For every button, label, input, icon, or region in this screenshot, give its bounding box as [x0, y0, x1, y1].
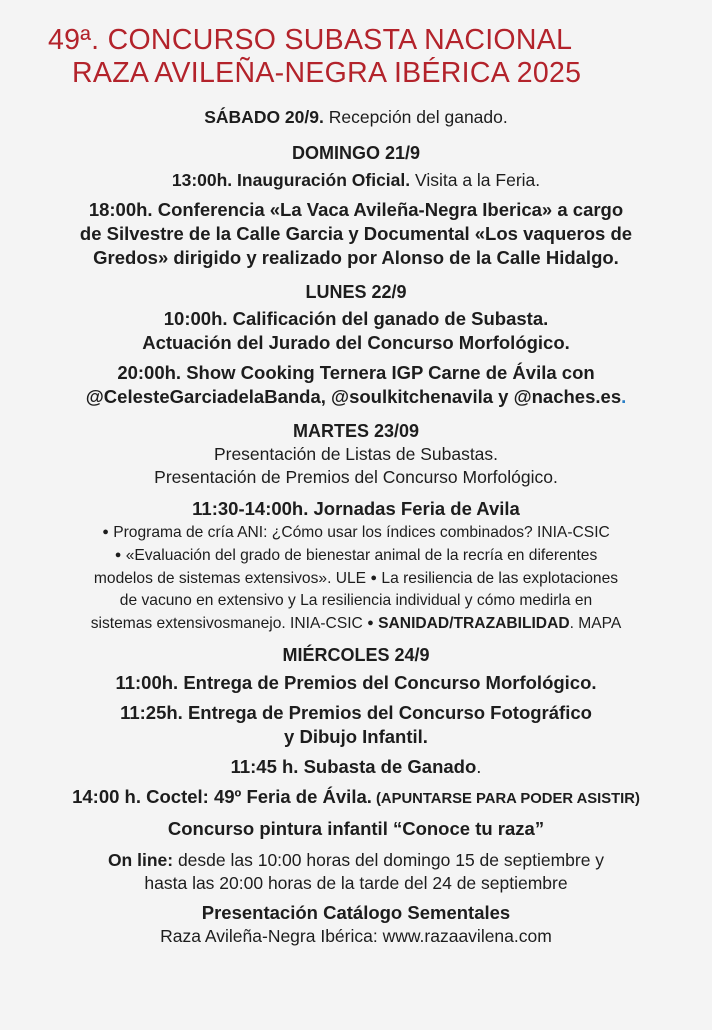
wednesday-heading: MIÉRCOLES 24/9 — [282, 645, 430, 665]
show-cooking-line-1: 20:00h. Show Cooking Ternera IGP Carne de Ávila con — [117, 362, 595, 383]
online-info — [0, 849, 712, 895]
sunday-item1-text: Visita a la Feria. — [410, 170, 541, 190]
program-title — [0, 24, 712, 90]
cocktail-text: 14:00 h. Coctel: 49º Feria de Ávila. — [72, 786, 372, 807]
catalog-presentation: Presentación Catálogo Sementales — [201, 902, 511, 923]
tuesday-prizes: Presentación de Premios del Concurso Morfológico. — [154, 467, 558, 487]
wednesday-photo-prizes — [0, 701, 712, 749]
jornadas-b2-line1: «Evaluación del grado de bienestar animal de la recría en diferentes — [121, 547, 598, 564]
auction-text: 11:45 h. Subasta de Ganado — [230, 756, 477, 777]
monday-item-show-cooking — [0, 361, 712, 409]
jornadas-b2-end: . MAPA — [569, 615, 622, 632]
photo-prizes-line-2: y Dibujo Infantil. — [284, 726, 428, 747]
tuesday-heading: MARTES 23/09 — [292, 421, 420, 441]
sunday-item-inauguration — [0, 169, 712, 192]
monday-heading: LUNES 22/9 — [305, 282, 407, 302]
jornadas-line-5 — [0, 612, 712, 635]
online-line-2: hasta las 20:00 horas de la tarde del 24 de septiembre — [144, 873, 568, 893]
online-line-1 — [0, 849, 712, 872]
website-line: Raza Avileña-Negra Ibérica: www.razaavilena.com — [160, 926, 552, 946]
qualification-line-1: 10:00h. Calificación del ganado de Subasta. — [163, 308, 549, 329]
conference-line-3: Gredos» dirigido y realizado por Alonso de la Calle Hidalgo. — [93, 247, 619, 268]
saturday-day: SÁBADO 20/9. — [204, 107, 324, 127]
jornadas-b1-text: Programa de cría ANI: ¿Cómo usar los índices combinados? INIA-CSIC — [108, 524, 610, 541]
wednesday-cocktail — [0, 785, 712, 811]
tuesday-jornadas-list — [0, 521, 712, 635]
photo-prizes-line-1: 11:25h. Entrega de Premios del Concurso Fotográfico — [120, 702, 592, 723]
bullet-icon: ● — [367, 617, 374, 629]
show-cooking-dot: . — [621, 386, 627, 407]
sunday-item1-bold: 13:00h. Inauguración Oficial. — [171, 170, 411, 190]
title-line-2: RAZA AVILEÑA-NEGRA IBÉRICA 2025 — [72, 57, 582, 89]
sunday-heading: DOMINGO 21/9 — [291, 143, 421, 163]
cocktail-note: (APUNTARSE PARA PODER ASISTIR) — [371, 791, 640, 807]
wednesday-painting-contest: Concurso pintura infantil “Conoce tu raza” — [167, 818, 545, 839]
jornadas-bullet-1 — [0, 521, 712, 544]
monday-item-qualification — [0, 307, 712, 355]
jornadas-bullet-2 — [0, 544, 712, 567]
sanidad-trazabilidad: SANIDAD/TRAZABILIDAD — [373, 615, 570, 632]
tuesday-lists: Presentación de Listas de Subastas. — [213, 444, 499, 464]
tuesday-jornadas: 11:30-14:00h. Jornadas Feria de Avila — [192, 498, 520, 519]
bullet-icon: ● — [102, 526, 109, 538]
jornadas-line-4: de vacuno en extensivo y La resiliencia individual y cómo medirla en — [119, 592, 593, 609]
jornadas-line-3 — [0, 567, 712, 590]
bullet-icon: ● — [370, 572, 378, 584]
online-label: On line: — [107, 850, 174, 870]
saturday-entry — [0, 106, 712, 129]
show-cooking-line-2 — [0, 385, 712, 409]
saturday-text: Recepción del ganado. — [323, 107, 508, 127]
conference-line-2: de Silvestre de la Calle Garcia y Documental «Los vaqueros de — [79, 223, 633, 244]
bullet-icon: ● — [114, 549, 122, 561]
jornadas-b2-line2: modelos de sistemas extensivos». ULE — [93, 570, 371, 587]
sunday-item-conference — [0, 198, 712, 270]
jornadas-b2-line4: sistemas extensivosmanejo. INIA-CSIC — [90, 615, 368, 632]
jornadas-b2-line2b: La resiliencia de las explotaciones — [377, 570, 619, 587]
title-line-1: 49ª. CONCURSO SUBASTA NACIONAL — [48, 24, 573, 56]
wednesday-auction — [0, 755, 712, 779]
qualification-line-2: Actuación del Jurado del Concurso Morfológico. — [142, 332, 570, 353]
auction-dot: . — [476, 756, 482, 777]
online-text-1: desde las 10:00 horas del domingo 15 de septiembre y — [173, 850, 605, 870]
show-cooking-handles: @CelesteGarciadelaBanda, @soulkitchenavila y @naches.es — [85, 386, 622, 407]
wednesday-morph-prizes: 11:00h. Entrega de Premios del Concurso Morfológico. — [115, 672, 597, 693]
conference-line-1: 18:00h. Conferencia «La Vaca Avileña-Negra Iberica» a cargo — [88, 199, 624, 220]
